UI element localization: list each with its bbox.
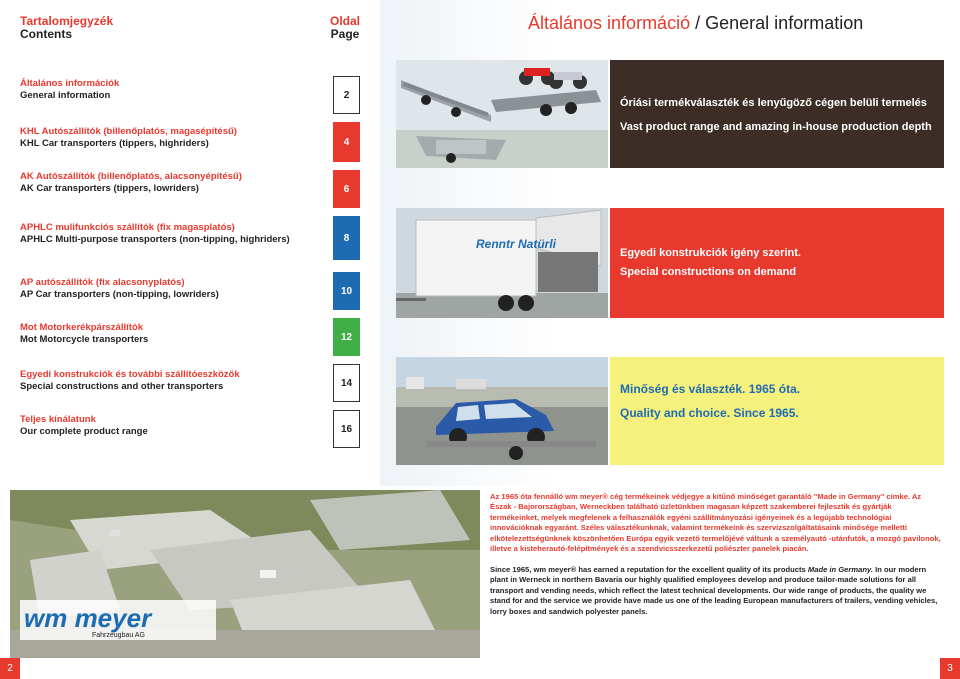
toc-item-label-en: KHL Car transporters (tippers, highriders) (20, 138, 209, 149)
special-text-hu: Egyedi konstrukciók igény szerint. (620, 247, 801, 259)
toc-page-number[interactable]: 2 (333, 76, 360, 114)
toc-item-label-hu: Teljes kínálatunk (20, 414, 96, 425)
page-title-hu: Általános információ (528, 13, 691, 33)
page-title-separator: / (695, 13, 701, 33)
quality-text-en: Quality and choice. Since 1965. (620, 406, 799, 420)
description-en-part1: Since 1965, wm meyer® has earned a reputation for the excellent quality of its products (490, 565, 808, 574)
toc-item-label-en: AK Car transporters (tippers, lowriders) (20, 183, 199, 194)
page-heading (322, 15, 368, 41)
contents-heading (20, 15, 113, 41)
production-text-hu: Óriási termékválaszték és lenyűgöző cégen belüli termelés (620, 97, 927, 109)
special-constructions-box (610, 208, 944, 318)
toc-item-aphlc[interactable] (20, 222, 320, 246)
logo-sub: Fahrzeugbau AG (92, 632, 145, 639)
contents-heading-hu: Tartalomjegyzék (20, 14, 114, 28)
car-trailer-photo (396, 357, 608, 465)
wm-meyer-logo (20, 600, 216, 640)
toc-page-number[interactable]: 4 (333, 122, 360, 162)
quality-text-hu: Minőség és választék. 1965 óta. (620, 382, 801, 396)
van-brand-text: Renntr Natürli (476, 237, 557, 251)
toc-item-label-en: APHLC Multi-purpose transporters (non-tipping, highriders) (20, 234, 290, 245)
footer-page-right: 3 (940, 658, 960, 679)
production-info-box (610, 60, 944, 168)
toc-page-number[interactable]: 14 (333, 364, 360, 402)
toc-item-label-hu: KHL Autószállítók (billenőplatós, magasépítésű) (20, 126, 237, 137)
toc-item-label-hu: Egyedi konstrukciók és további szállítóeszközök (20, 369, 240, 380)
toc-page-number[interactable]: 6 (333, 170, 360, 208)
toc-item-label-hu: APHLC mulifunkciós szállítók (fix magasplatós) (20, 222, 235, 233)
footer-page-left: 2 (0, 658, 20, 679)
vending-trailer-photo (396, 208, 608, 318)
toc-page-number[interactable]: 10 (333, 272, 360, 310)
contents-heading-en: Contents (20, 27, 72, 41)
toc-item-label-hu: AP autószállítók (fix alacsonyplatós) (20, 277, 185, 288)
toc-item-label-en: General information (20, 90, 111, 101)
page-title-en: General information (705, 13, 864, 33)
toc-item-khl[interactable] (20, 126, 320, 150)
description-en-part2: In our modern plant in Werneck in northern Bavaria our highly qualified employees develop and produce tailor-made solutions for all transport and vending needs, which reflect the latest technical developments. Our wide range of products, the quality we stand for and the service we provide have made us one of the leading European manufacturers of trailers, vending vehicles, lorry boxes and sandwich polyester panels. (490, 565, 938, 616)
special-text-en: Special constructions on demand (620, 266, 797, 278)
toc-item-label-hu: AK Autószállítók (billenőplatós, alacsonyépítésű) (20, 171, 242, 182)
toc-item-mot[interactable] (20, 322, 320, 346)
toc-item-ak[interactable] (20, 171, 320, 195)
trailers-photo (396, 60, 608, 168)
quality-box (610, 357, 944, 465)
toc-item-general[interactable] (20, 78, 320, 102)
toc-page-number[interactable]: 12 (333, 318, 360, 356)
toc-item-label-en: Mot Motorcycle transporters (20, 334, 149, 345)
description-hu: Az 1965 óta fennálló wm meyer® cég termékeinek védjegye a kitűnő minőséget garantáló "Made in Germany" címke. Az Észak - Bajorországban, Werneckben található üzletünkben magasan képzett szakemberei fejlesztik és gyártják termékeinket, melyek megfelenek a felhasználók egyéni szállítmányozási igényeinek és a legújabb technológiai innovációknak egyaránt. Széles választékunknak, valamint termékeink és szervizszolgáltatásaink minősége melletti elkötelezettségünknek köszönhetően Európa egyik vezető termelőjévé váltunk a személyautó -utánfutók, a mozgó pavilonok, illetve a kisteherautó-felépítmények és a szendvicsszerkezetű poliészter panelek piacán. (490, 492, 941, 554)
toc-item-label-en: AP Car transporters (non-tipping, lowriders) (20, 289, 219, 300)
toc-page-number[interactable]: 16 (333, 410, 360, 448)
description-en-italic: Made in Germany. (807, 565, 874, 574)
toc-page-number[interactable]: 8 (333, 216, 360, 260)
production-text-en: Vast product range and amazing in-house production depth (620, 121, 932, 133)
toc-item-label-hu: Általános információk (20, 78, 120, 89)
toc-item-special[interactable] (20, 369, 320, 393)
logo-brand: wm meyer (24, 603, 152, 633)
toc-item-label-en: Our complete product range (20, 426, 148, 437)
page-heading-en: Page (330, 27, 360, 41)
toc-item-ap[interactable] (20, 277, 320, 301)
description-en (490, 565, 942, 617)
toc-item-range[interactable] (20, 414, 320, 438)
page-heading-hu: Oldal (329, 14, 360, 28)
toc-item-label-hu: Mot Motorkerékpárszállítók (20, 322, 143, 333)
toc-item-label-en: Special constructions and other transporters (20, 381, 224, 392)
page-title (528, 13, 863, 34)
